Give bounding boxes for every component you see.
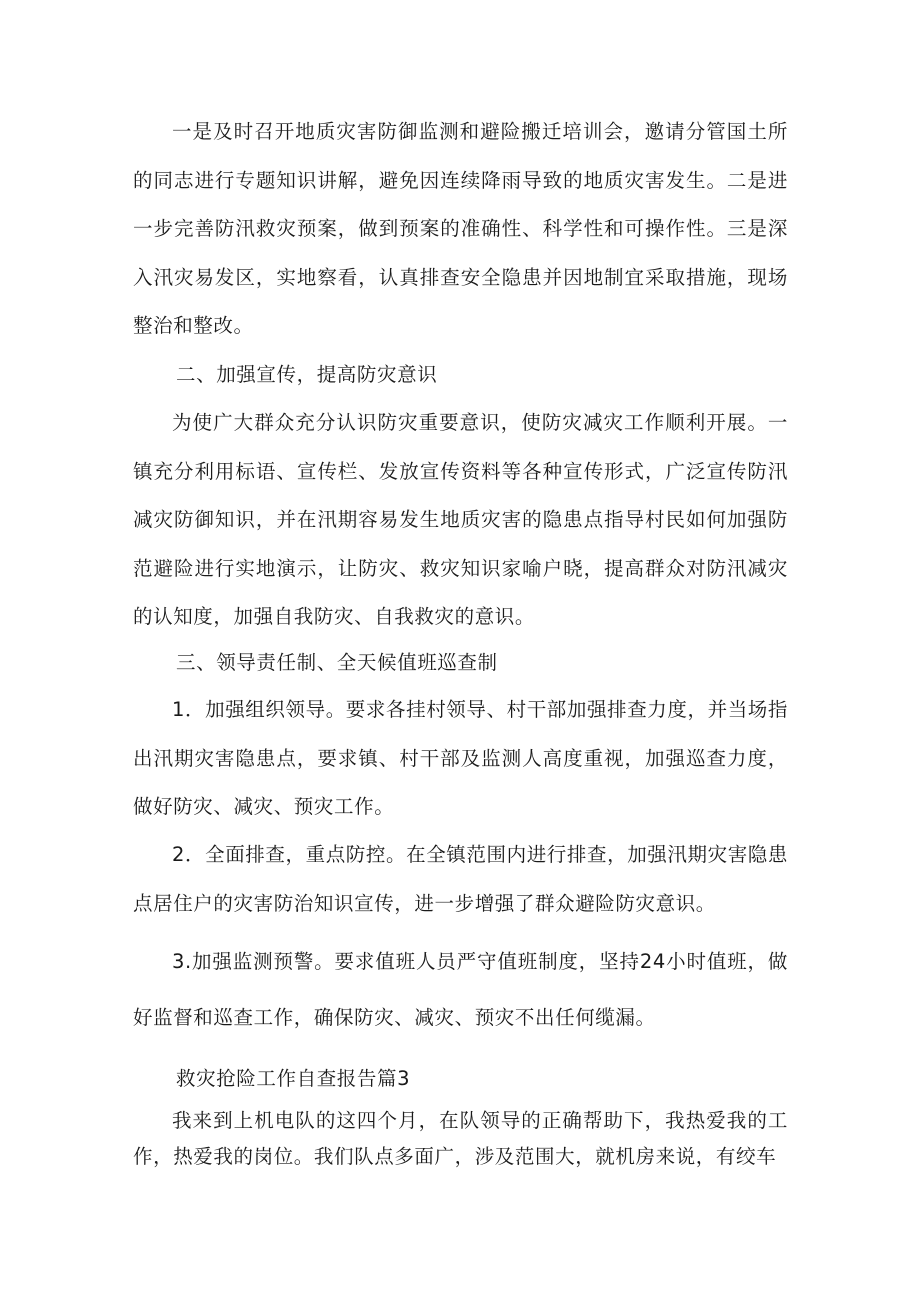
- list-item-2: 2．全面排查，重点防控。在全镇范围内进行排查，加强汛期灾害隐患点居住户的灾害防治知识宣传，进一步增强了群众避险防灾意识。: [133, 843, 789, 915]
- heading-publicity: 二、加强宣传，提高防灾意识: [176, 363, 438, 386]
- paragraph-2: 为使广大群众充分认识防灾重要意识，使防灾减灾工作顺利开展。一镇充分利用标语、宣传栏、发放宣传资料等各种宣传形式，广泛宣传防汛减灾防御知识，并在汛期容易发生地质灾害的隐患点指导村民如何加强防范避险进行实地演示，让防灾、救灾知识家喻户晓，提高群众对防汛减灾的认知度，加强自我防灾、自我救灾的意识。: [133, 411, 788, 628]
- heading-responsibility: 三、领导责任制、全天候值班巡查制: [176, 651, 498, 674]
- list-item-3: 3.加强监测预警。要求值班人员严守值班制度，坚持24小时值班，做好监督和巡查工作，确保防灾、减灾、预灾不出任何缆漏。: [133, 950, 788, 1029]
- paragraph-6: 我来到上机电队的这四个月，在队领导的正确帮助下，我热爱我的工作，热爱我的岗位。我们队点多面广，涉及范围大，就机房来说，有绞车: [133, 1109, 788, 1168]
- section-title: 救灾抢险工作自查报告篇3: [176, 1067, 411, 1090]
- paragraph-1: 一是及时召开地质灾害防御监测和避险搬迁培训会，邀请分管国土所的同志进行专题知识讲解，避免因连续降雨导致的地质灾害发生。二是进一步完善防汛救灾预案，做到预案的准确性、科学性和可操作性。三是深入汛灾易发区，实地察看，认真排查安全隐患并因地制宜采取措施，现场整治和整改。: [133, 120, 788, 337]
- list-item-1: 1．加强组织领导。要求各挂村领导、村干部加强排查力度，并当场指出汛期灾害隐患点，要求镇、村干部及监测人高度重视，加强巡查力度，做好防灾、减灾、预灾工作。: [133, 698, 789, 818]
